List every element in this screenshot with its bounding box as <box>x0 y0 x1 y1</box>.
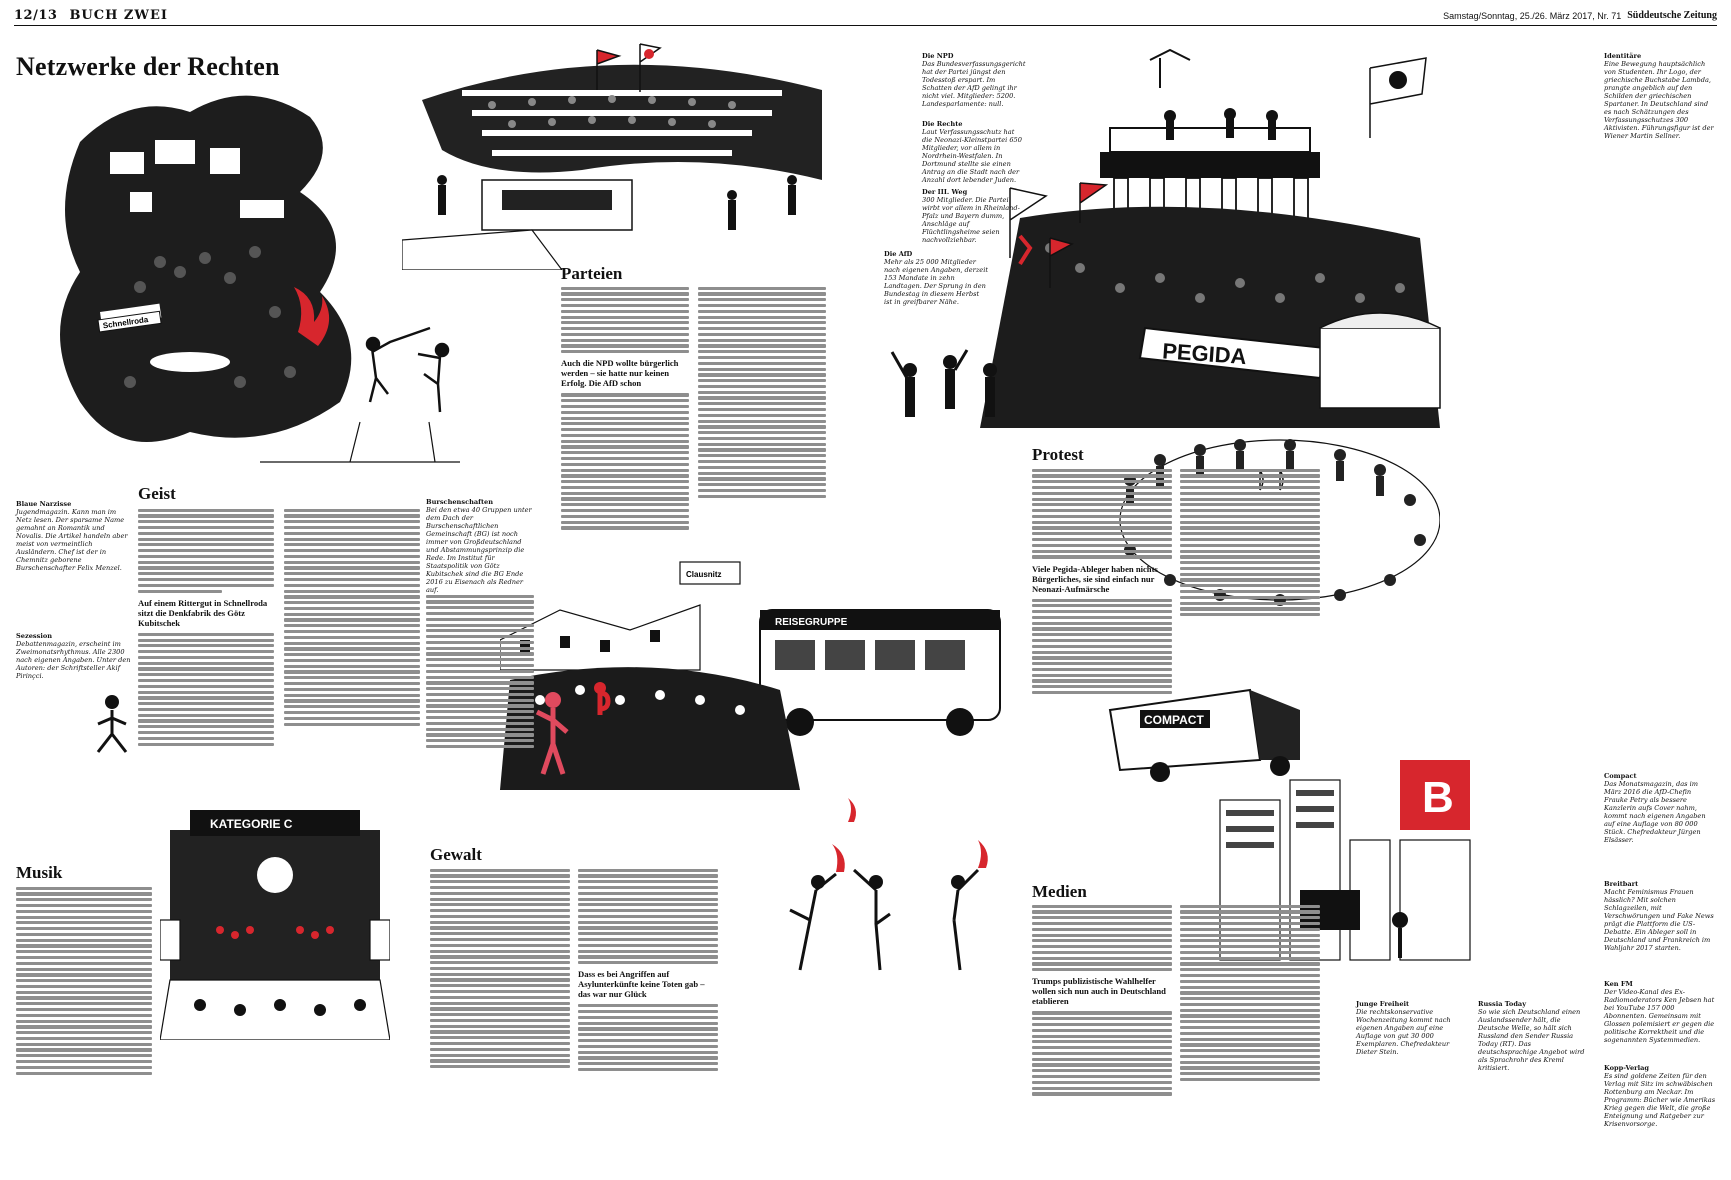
caption-identitaere <box>1604 52 1716 143</box>
page-number: 12/13 <box>14 8 58 23</box>
caption-text: Eine Bewegung hauptsächlich von Studenten. Ihr Logo, der griechische Buchstabe Lambda, prangte angeblich auf den Schilden der griechischen Spartaner. In Deutschland sind es nach Schätzungen des Verfassungsschutzes 300 Aktivisten. Führungsfigur ist der Wiener Martin Sellner. <box>1604 60 1714 140</box>
body-column-parteien-2 <box>698 284 826 644</box>
caption-text: Die rechtskonservative Wochenzeitung kommt nach eigenen Angaben auf eine Auflage von gut 30 000 Exemplaren. Chefredakteur Dieter Stein. <box>1356 1008 1451 1056</box>
subhead-protest: Viele Pegida-Ableger haben nichts Bürgerliches, sie sind einfach nur Neonazi-Aufmärsche <box>1032 563 1158 594</box>
heading-medien: Medien <box>1032 882 1087 901</box>
body-column-geist-3 <box>426 592 534 832</box>
caption-text: Mehr als 25 000 Mitglieder nach eigenen Angaben, derzeit 153 Mandate in zehn Landtagen. Der Sprung in den Bundestag in diesem Herbst ist in greifbarer Nähe. <box>884 258 988 306</box>
caption-russia-today <box>1478 1000 1590 1075</box>
body-column-medien-2 <box>1180 902 1320 1170</box>
caption-text: Der Video-Kanal des Ex-Radiomoderators Ken Jebsen hat bei YouTube 157 000 Abonnenten. Gemeinsam mit Glossen polemisiert er gegen die politische Korrektheit und die sogenannten Systemmedien. <box>1604 988 1715 1044</box>
newspaper-logo: Süddeutsche Zeitung <box>1627 10 1717 21</box>
body-column-protest-2 <box>1180 466 1320 716</box>
page-title: Netzwerke der Rechten <box>16 52 280 81</box>
masthead <box>14 6 1717 26</box>
illustration-pink-figure <box>528 690 578 780</box>
caption-title: Die Rechte <box>922 120 963 128</box>
body-column-geist-2 <box>284 506 420 832</box>
caption-kopp-verlag <box>1604 1064 1716 1131</box>
caption-text: Es sind goldene Zeiten für den Verlag mit Sitz im schwäbischen Rottenburg am Neckar. Im Programm: Bücher wie Amerikas Krieg gegen die Welt, die große Enteignung und Ratgeber zur Krisenvorsorge. <box>1604 1072 1716 1128</box>
caption-text: Debattenmagazin, erscheint im Zweimonatsrhythmus. Alle 2300 nach eigenen Angaben. Unter den Autoren: der Schriftsteller Akif Pirinçci. <box>16 640 131 680</box>
body-column-gewalt-2 <box>578 866 718 1170</box>
village-sign: Schnellroda <box>102 315 149 331</box>
text-lines <box>138 509 274 746</box>
caption-title: Blaue Narzisse <box>16 500 72 508</box>
heading-parteien: Parteien <box>561 264 623 283</box>
body-column-medien-1 <box>1032 902 1172 1170</box>
caption-dritte-weg <box>922 188 1026 247</box>
caption-text: Das Bundesverfassungsgericht hat der Partei jüngst den Todesstoß erspart. Im Schatten der AfD gelingt ihr nicht viel. Mitglieder: 5200. Landesparlamente: null. <box>922 60 1026 108</box>
caption-breitbart <box>1604 880 1716 955</box>
caption-title: Breitbart <box>1604 880 1639 888</box>
caption-title: Der III. Weg <box>922 188 968 196</box>
illustration-sitting-figure <box>82 690 142 760</box>
caption-title: Sezession <box>16 632 53 640</box>
caption-text: Bei den etwa 40 Gruppen unter dem Dach der Burschenschaftlichen Gemeinschaft (BG) ist noch immer von Großdeutschland und Abstammungsprinzip die Rede. Im Institut für Staatspolitik von Götz Kubitschek sind die BG Ende 2016 zu Eisenach als Redner auf. <box>426 506 532 594</box>
caption-text: So wie sich Deutschland einen Auslandssender hält, die Deutsche Welle, so hält sich Russland den Sender Russia Today (RT). Das deutschsprachige Angebot wird als Sprachrohr des Kreml kritisiert. <box>1478 1008 1585 1072</box>
subhead-geist: Auf einem Rittergut in Schnellroda sitzt die Denkfabrik des Götz Kubitschek <box>138 597 268 628</box>
subhead-gewalt: Dass es bei Angriffen auf Asylunterkünfte keine Toten gab – das war nur Glück <box>578 969 705 1000</box>
caption-title: Compact <box>1604 772 1637 780</box>
caption-title: Burschenschaften <box>426 498 494 506</box>
heading-protest: Protest <box>1032 445 1084 464</box>
caption-afd <box>884 250 988 309</box>
body-column-musik-1 <box>16 884 152 1170</box>
caption-title: Junge Freiheit <box>1356 1000 1410 1008</box>
caption-compact <box>1604 772 1716 847</box>
caption-title: Die AfD <box>884 250 913 258</box>
heading-geist: Geist <box>138 484 176 503</box>
body-column-gewalt-1 <box>430 866 570 1170</box>
body-column-protest-1 <box>1032 466 1172 866</box>
subhead-medien: Trumps publizistische Wahlhelfer wollen sich nun auch in Deutschland etablieren <box>1032 976 1166 1007</box>
caption-junge-freiheit <box>1356 1000 1468 1059</box>
caption-text: 300 Mitglieder. Die Partei wirbt vor allem in Rheinland-Pfalz und Bayern dumm, Anschläge auf Flüchtlingsheime seien nachvollziehbar. <box>922 196 1020 244</box>
illustration-arson-attack <box>740 780 1020 980</box>
compact-truck-text: COMPACT <box>1144 713 1204 727</box>
issue-line: Samstag/Sonntag, 25./26. März 2017, Nr. 71 <box>1443 10 1622 21</box>
caption-text: Laut Verfassungsschutz hat die Neonazi-Kleinstpartei 650 Mitglieder, vor allem in Nordrhein-Westfalen. In Dortmund stellte sie einen Antrag an die Stadt nach der Anzahl dort lebender Juden. <box>922 128 1022 184</box>
caption-text: Das Monatsmagazin, das im März 2016 die AfD-Chefin Frauke Petry als bessere Kanzlerin aufs Cover nahm, kommt nach eigenen Angaben auf eine Auflage von 80 000 Stück. Chefredakteur Jürgen Elsässer. <box>1604 780 1706 844</box>
caption-burschenschaften <box>426 498 534 597</box>
caption-npd <box>922 52 1026 111</box>
caption-title: Kopp-Verlag <box>1604 1064 1650 1072</box>
caption-blaue-narzisse <box>16 500 132 575</box>
pegida-banner-text: PEGIDA <box>1161 338 1248 370</box>
caption-ken-fm <box>1604 980 1716 1047</box>
caption-title: Die NPD <box>922 52 954 60</box>
illustration-parliament <box>402 30 842 270</box>
bus-sign: REISEGRUPPE <box>775 617 848 628</box>
heading-gewalt: Gewalt <box>430 845 482 864</box>
clausnitz-sign: Clausnitz <box>686 570 722 579</box>
caption-text: Macht Feminismus Frauen hässlich? Mit solchen Schlagzeilen, mit Verschwörungen und Fake News prägt die Plattform die US-Debatte. Ein Ableger soll in Deutschland und Frankreich im Wahljahr 2017 starten. <box>1604 888 1714 952</box>
illustration-protest-figures <box>880 340 1040 460</box>
caption-text: Jugendmagazin. Kann man im Netz lesen. Der sparsame Name gemahnt an Romantik und Novalis. Die Artikel handeln aber meist von vermeintlich Ausländern. Chef ist der in Chemnitz geborene Burschenschafter Felix Menzel. <box>16 508 128 572</box>
heading-musik: Musik <box>16 863 63 882</box>
caption-title: Russia Today <box>1478 1000 1527 1008</box>
body-column-parteien-1 <box>561 284 689 644</box>
caption-sezession <box>16 632 132 683</box>
subhead-parteien: Auch die NPD wollte bürgerlich werden – sie hatte nur keinen Erfolg. Die AfD schon <box>561 358 679 389</box>
caption-title: Ken FM <box>1604 980 1633 988</box>
caption-die-rechte <box>922 120 1026 187</box>
breitbart-tile-letter: B <box>1422 773 1454 822</box>
caption-title: Identitäre <box>1604 52 1642 60</box>
section-name: BUCH ZWEI <box>69 8 168 23</box>
body-column-geist-1 <box>138 506 274 832</box>
band-banner-text: KATEGORIE C <box>210 817 293 831</box>
